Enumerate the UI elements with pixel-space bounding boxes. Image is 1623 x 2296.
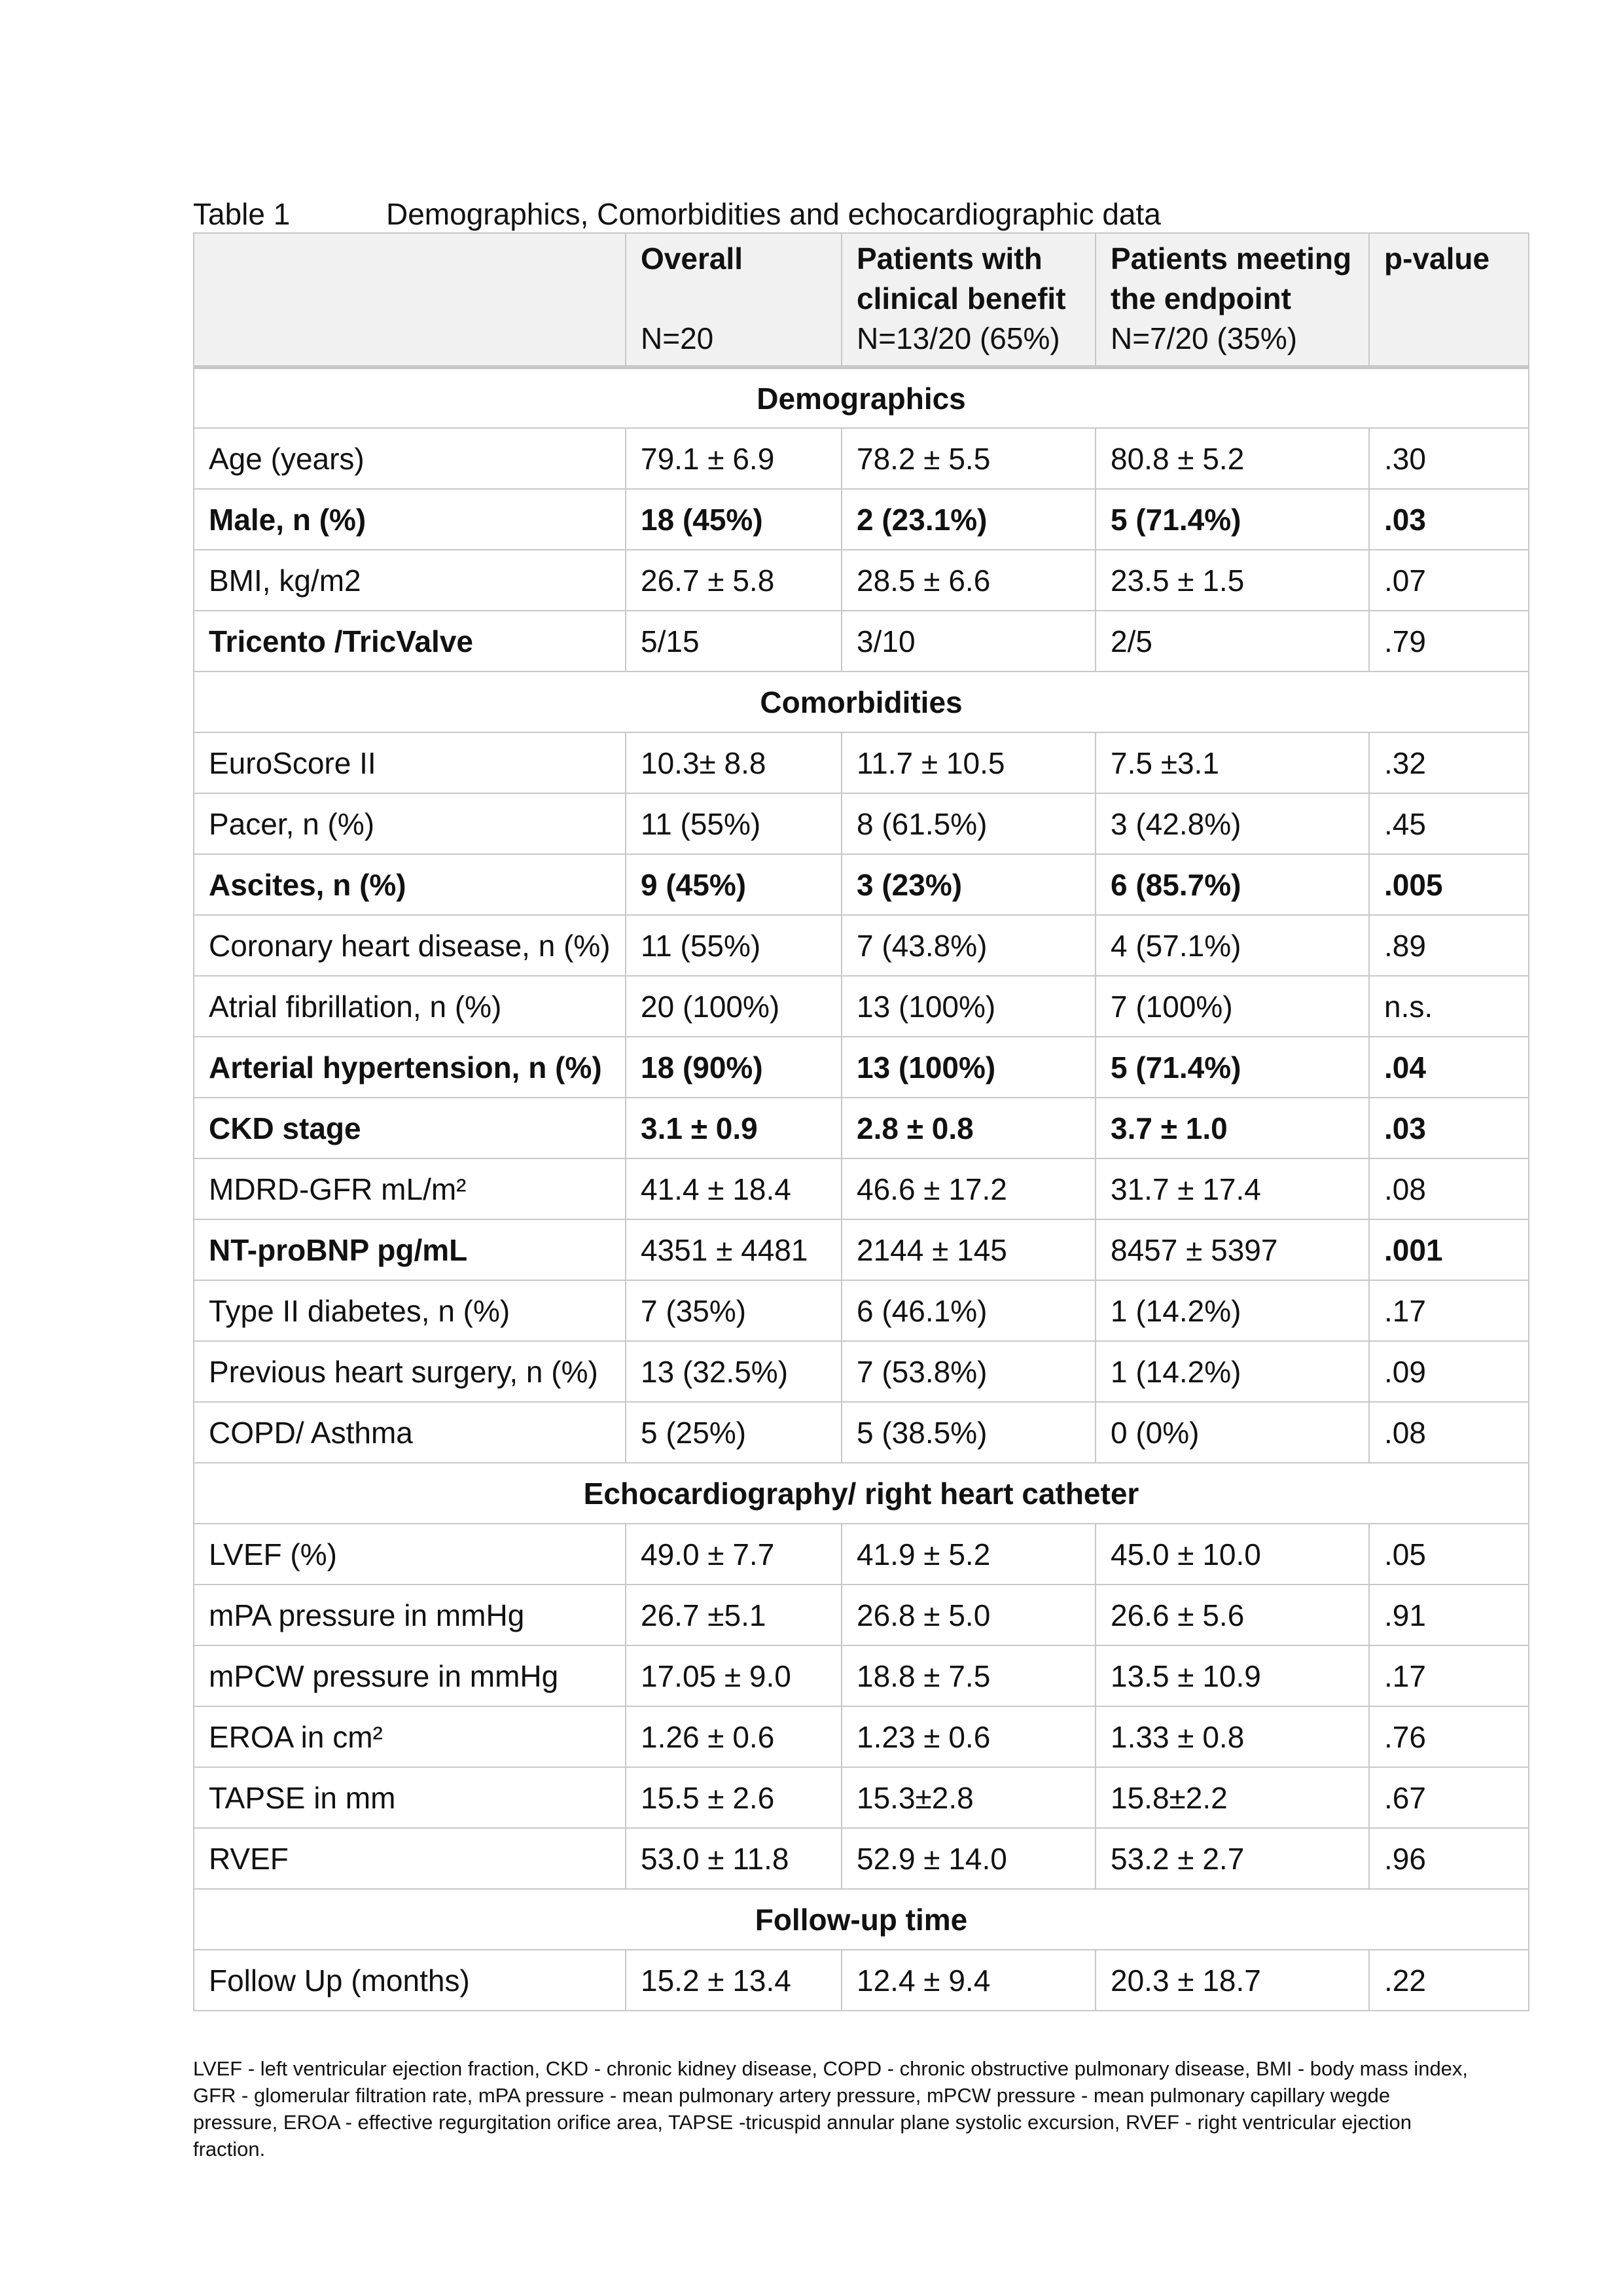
header-clinical-benefit xyxy=(842,233,1096,367)
overall-value-cell: 18 (45%) xyxy=(626,489,842,550)
p-value-cell: .17 xyxy=(1369,1645,1529,1706)
table-row xyxy=(194,976,1529,1037)
p-value-cell: n.s. xyxy=(1369,976,1529,1037)
benefit-value-cell: 8 (61.5%) xyxy=(842,793,1096,854)
overall-value-cell: 9 (45%) xyxy=(626,854,842,915)
section-header-row xyxy=(194,672,1529,732)
header-benefit-title: Patients with clinical benefit xyxy=(857,242,1066,315)
table-row xyxy=(194,1280,1529,1341)
endpoint-value-cell: 26.6 ± 5.6 xyxy=(1096,1585,1369,1645)
overall-value-cell: 4351 ± 4481 xyxy=(626,1219,842,1280)
benefit-value-cell: 12.4 ± 9.4 xyxy=(842,1950,1096,2011)
table-row xyxy=(194,1950,1529,2011)
table-row xyxy=(194,550,1529,611)
endpoint-value-cell: 7.5 ±3.1 xyxy=(1096,732,1369,793)
table-body xyxy=(194,367,1529,2011)
table-row xyxy=(194,1585,1529,1645)
row-label-cell: Male, n (%) xyxy=(194,489,626,550)
p-value-cell: .32 xyxy=(1369,732,1529,793)
overall-value-cell: 1.26 ± 0.6 xyxy=(626,1706,842,1767)
overall-value-cell: 5/15 xyxy=(626,611,842,672)
benefit-value-cell: 7 (53.8%) xyxy=(842,1341,1096,1402)
table-title: Demographics, Comorbidities and echocardiographic data xyxy=(386,197,1161,231)
row-label-cell: BMI, kg/m2 xyxy=(194,550,626,611)
row-label-cell: EROA in cm² xyxy=(194,1706,626,1767)
table-row xyxy=(194,489,1529,550)
row-label-cell: Ascites, n (%) xyxy=(194,854,626,915)
p-value-cell: .76 xyxy=(1369,1706,1529,1767)
benefit-value-cell: 7 (43.8%) xyxy=(842,915,1096,976)
table-row xyxy=(194,1341,1529,1402)
section-title: Comorbidities xyxy=(194,672,1529,732)
header-overall-title: Overall xyxy=(641,242,743,276)
p-value-cell: .03 xyxy=(1369,489,1529,550)
p-value-cell: .04 xyxy=(1369,1037,1529,1098)
header-endpoint-title: Patients meeting the endpoint xyxy=(1111,242,1352,315)
row-label-cell: Type II diabetes, n (%) xyxy=(194,1280,626,1341)
row-label-cell: Follow Up (months) xyxy=(194,1950,626,2011)
p-value-cell: .96 xyxy=(1369,1828,1529,1889)
header-benefit-n: N=13/20 (65%) xyxy=(857,321,1060,355)
section-header-row xyxy=(194,1889,1529,1950)
overall-value-cell: 11 (55%) xyxy=(626,915,842,976)
endpoint-value-cell: 4 (57.1%) xyxy=(1096,915,1369,976)
benefit-value-cell: 18.8 ± 7.5 xyxy=(842,1645,1096,1706)
p-value-cell: .05 xyxy=(1369,1524,1529,1585)
endpoint-value-cell: 1.33 ± 0.8 xyxy=(1096,1706,1369,1767)
benefit-value-cell: 5 (38.5%) xyxy=(842,1402,1096,1463)
table-row xyxy=(194,732,1529,793)
row-label-cell: Previous heart surgery, n (%) xyxy=(194,1341,626,1402)
row-label-cell: Tricento /TricValve xyxy=(194,611,626,672)
p-value-cell: .30 xyxy=(1369,428,1529,489)
table-row xyxy=(194,1524,1529,1585)
benefit-value-cell: 2 (23.1%) xyxy=(842,489,1096,550)
benefit-value-cell: 41.9 ± 5.2 xyxy=(842,1524,1096,1585)
row-label-cell: MDRD-GFR mL/m² xyxy=(194,1158,626,1219)
row-label-cell: mPCW pressure in mmHg xyxy=(194,1645,626,1706)
table-row xyxy=(194,1158,1529,1219)
row-label-cell: CKD stage xyxy=(194,1098,626,1158)
table-row xyxy=(194,1645,1529,1706)
benefit-value-cell: 3 (23%) xyxy=(842,854,1096,915)
benefit-value-cell: 78.2 ± 5.5 xyxy=(842,428,1096,489)
row-label-cell: COPD/ Asthma xyxy=(194,1402,626,1463)
endpoint-value-cell: 1 (14.2%) xyxy=(1096,1341,1369,1402)
row-label-cell: LVEF (%) xyxy=(194,1524,626,1585)
benefit-value-cell: 11.7 ± 10.5 xyxy=(842,732,1096,793)
table-number: Table 1 xyxy=(193,197,291,231)
table-row xyxy=(194,1828,1529,1889)
endpoint-value-cell: 45.0 ± 10.0 xyxy=(1096,1524,1369,1585)
endpoint-value-cell: 5 (71.4%) xyxy=(1096,489,1369,550)
endpoint-value-cell: 23.5 ± 1.5 xyxy=(1096,550,1369,611)
section-title: Demographics xyxy=(194,367,1529,428)
overall-value-cell: 7 (35%) xyxy=(626,1280,842,1341)
p-value-cell: .08 xyxy=(1369,1402,1529,1463)
benefit-value-cell: 6 (46.1%) xyxy=(842,1280,1096,1341)
p-value-cell: .17 xyxy=(1369,1280,1529,1341)
endpoint-value-cell: 15.8±2.2 xyxy=(1096,1767,1369,1828)
benefit-value-cell: 46.6 ± 17.2 xyxy=(842,1158,1096,1219)
row-label-cell: mPA pressure in mmHg xyxy=(194,1585,626,1645)
overall-value-cell: 26.7 ±5.1 xyxy=(626,1585,842,1645)
p-value-cell: .09 xyxy=(1369,1341,1529,1402)
benefit-value-cell: 2.8 ± 0.8 xyxy=(842,1098,1096,1158)
overall-value-cell: 49.0 ± 7.7 xyxy=(626,1524,842,1585)
overall-value-cell: 17.05 ± 9.0 xyxy=(626,1645,842,1706)
header-pvalue-title: p-value xyxy=(1384,242,1490,276)
endpoint-value-cell: 8457 ± 5397 xyxy=(1096,1219,1369,1280)
header-endpoint-n: N=7/20 (35%) xyxy=(1111,321,1298,355)
p-value-cell: .03 xyxy=(1369,1098,1529,1158)
p-value-cell: .67 xyxy=(1369,1767,1529,1828)
section-title: Echocardiography/ right heart catheter xyxy=(194,1463,1529,1524)
endpoint-value-cell: 13.5 ± 10.9 xyxy=(1096,1645,1369,1706)
overall-value-cell: 5 (25%) xyxy=(626,1402,842,1463)
row-label-cell: EuroScore II xyxy=(194,732,626,793)
overall-value-cell: 26.7 ± 5.8 xyxy=(626,550,842,611)
benefit-value-cell: 13 (100%) xyxy=(842,976,1096,1037)
p-value-cell: .91 xyxy=(1369,1585,1529,1645)
p-value-cell: .45 xyxy=(1369,793,1529,854)
section-header-row xyxy=(194,1463,1529,1524)
p-value-cell: .89 xyxy=(1369,915,1529,976)
table-row xyxy=(194,428,1529,489)
p-value-cell: .005 xyxy=(1369,854,1529,915)
row-label-cell: Atrial fibrillation, n (%) xyxy=(194,976,626,1037)
overall-value-cell: 79.1 ± 6.9 xyxy=(626,428,842,489)
endpoint-value-cell: 3 (42.8%) xyxy=(1096,793,1369,854)
row-label-cell: Pacer, n (%) xyxy=(194,793,626,854)
benefit-value-cell: 26.8 ± 5.0 xyxy=(842,1585,1096,1645)
p-value-cell: .001 xyxy=(1369,1219,1529,1280)
endpoint-value-cell: 7 (100%) xyxy=(1096,976,1369,1037)
table-row xyxy=(194,1098,1529,1158)
table-row xyxy=(194,1037,1529,1098)
benefit-value-cell: 2144 ± 145 xyxy=(842,1219,1096,1280)
table-row xyxy=(194,611,1529,672)
row-label-cell: RVEF xyxy=(194,1828,626,1889)
endpoint-value-cell: 0 (0%) xyxy=(1096,1402,1369,1463)
overall-value-cell: 53.0 ± 11.8 xyxy=(626,1828,842,1889)
table-row xyxy=(194,1219,1529,1280)
header-p-value xyxy=(1369,233,1529,367)
row-label-cell: Age (years) xyxy=(194,428,626,489)
endpoint-value-cell: 20.3 ± 18.7 xyxy=(1096,1950,1369,2011)
p-value-cell: .08 xyxy=(1369,1158,1529,1219)
overall-value-cell: 13 (32.5%) xyxy=(626,1341,842,1402)
table-row xyxy=(194,1767,1529,1828)
endpoint-value-cell: 31.7 ± 17.4 xyxy=(1096,1158,1369,1219)
section-title: Follow-up time xyxy=(194,1889,1529,1950)
header-empty-cell xyxy=(194,233,626,367)
p-value-cell: .79 xyxy=(1369,611,1529,672)
table-row xyxy=(194,1706,1529,1767)
table-row xyxy=(194,1402,1529,1463)
overall-value-cell: 41.4 ± 18.4 xyxy=(626,1158,842,1219)
endpoint-value-cell: 2/5 xyxy=(1096,611,1369,672)
benefit-value-cell: 52.9 ± 14.0 xyxy=(842,1828,1096,1889)
row-label-cell: NT-proBNP pg/mL xyxy=(194,1219,626,1280)
endpoint-value-cell: 6 (85.7%) xyxy=(1096,854,1369,915)
endpoint-value-cell: 3.7 ± 1.0 xyxy=(1096,1098,1369,1158)
overall-value-cell: 20 (100%) xyxy=(626,976,842,1037)
endpoint-value-cell: 1 (14.2%) xyxy=(1096,1280,1369,1341)
table-header xyxy=(194,233,1529,367)
table-footnote: LVEF - left ventricular ejection fraction, CKD - chronic kidney disease, COPD - chronic obstructive pulmonary disease, BMI - body mass index, GFR - glomerular filtration rate, mPA pressure - mean pulmonary artery pressure, mPCW pressure - mean pulmonary capillary wegde pressure, EROA - effective regurgitation orifice area, TAPSE -tricuspid annular plane systolic excursion, RVEF - right ventricular ejection fraction. xyxy=(193,2057,1469,2161)
p-value-cell: .07 xyxy=(1369,550,1529,611)
section-header-row xyxy=(194,367,1529,428)
overall-value-cell: 18 (90%) xyxy=(626,1037,842,1098)
row-label-cell: Coronary heart disease, n (%) xyxy=(194,915,626,976)
header-overall-n: N=20 xyxy=(641,321,714,355)
table-row xyxy=(194,854,1529,915)
row-label-cell: Arterial hypertension, n (%) xyxy=(194,1037,626,1098)
overall-value-cell: 15.2 ± 13.4 xyxy=(626,1950,842,2011)
benefit-value-cell: 15.3±2.8 xyxy=(842,1767,1096,1828)
benefit-value-cell: 28.5 ± 6.6 xyxy=(842,550,1096,611)
table-row xyxy=(194,793,1529,854)
demographics-table xyxy=(193,232,1529,2011)
overall-value-cell: 11 (55%) xyxy=(626,793,842,854)
table-caption xyxy=(193,196,1161,232)
overall-value-cell: 3.1 ± 0.9 xyxy=(626,1098,842,1158)
benefit-value-cell: 1.23 ± 0.6 xyxy=(842,1706,1096,1767)
endpoint-value-cell: 80.8 ± 5.2 xyxy=(1096,428,1369,489)
benefit-value-cell: 3/10 xyxy=(842,611,1096,672)
benefit-value-cell: 13 (100%) xyxy=(842,1037,1096,1098)
table-row xyxy=(194,915,1529,976)
p-value-cell: .22 xyxy=(1369,1950,1529,2011)
header-meeting-endpoint xyxy=(1096,233,1369,367)
overall-value-cell: 10.3± 8.8 xyxy=(626,732,842,793)
endpoint-value-cell: 53.2 ± 2.7 xyxy=(1096,1828,1369,1889)
header-overall xyxy=(626,233,842,367)
overall-value-cell: 15.5 ± 2.6 xyxy=(626,1767,842,1828)
endpoint-value-cell: 5 (71.4%) xyxy=(1096,1037,1369,1098)
row-label-cell: TAPSE in mm xyxy=(194,1767,626,1828)
